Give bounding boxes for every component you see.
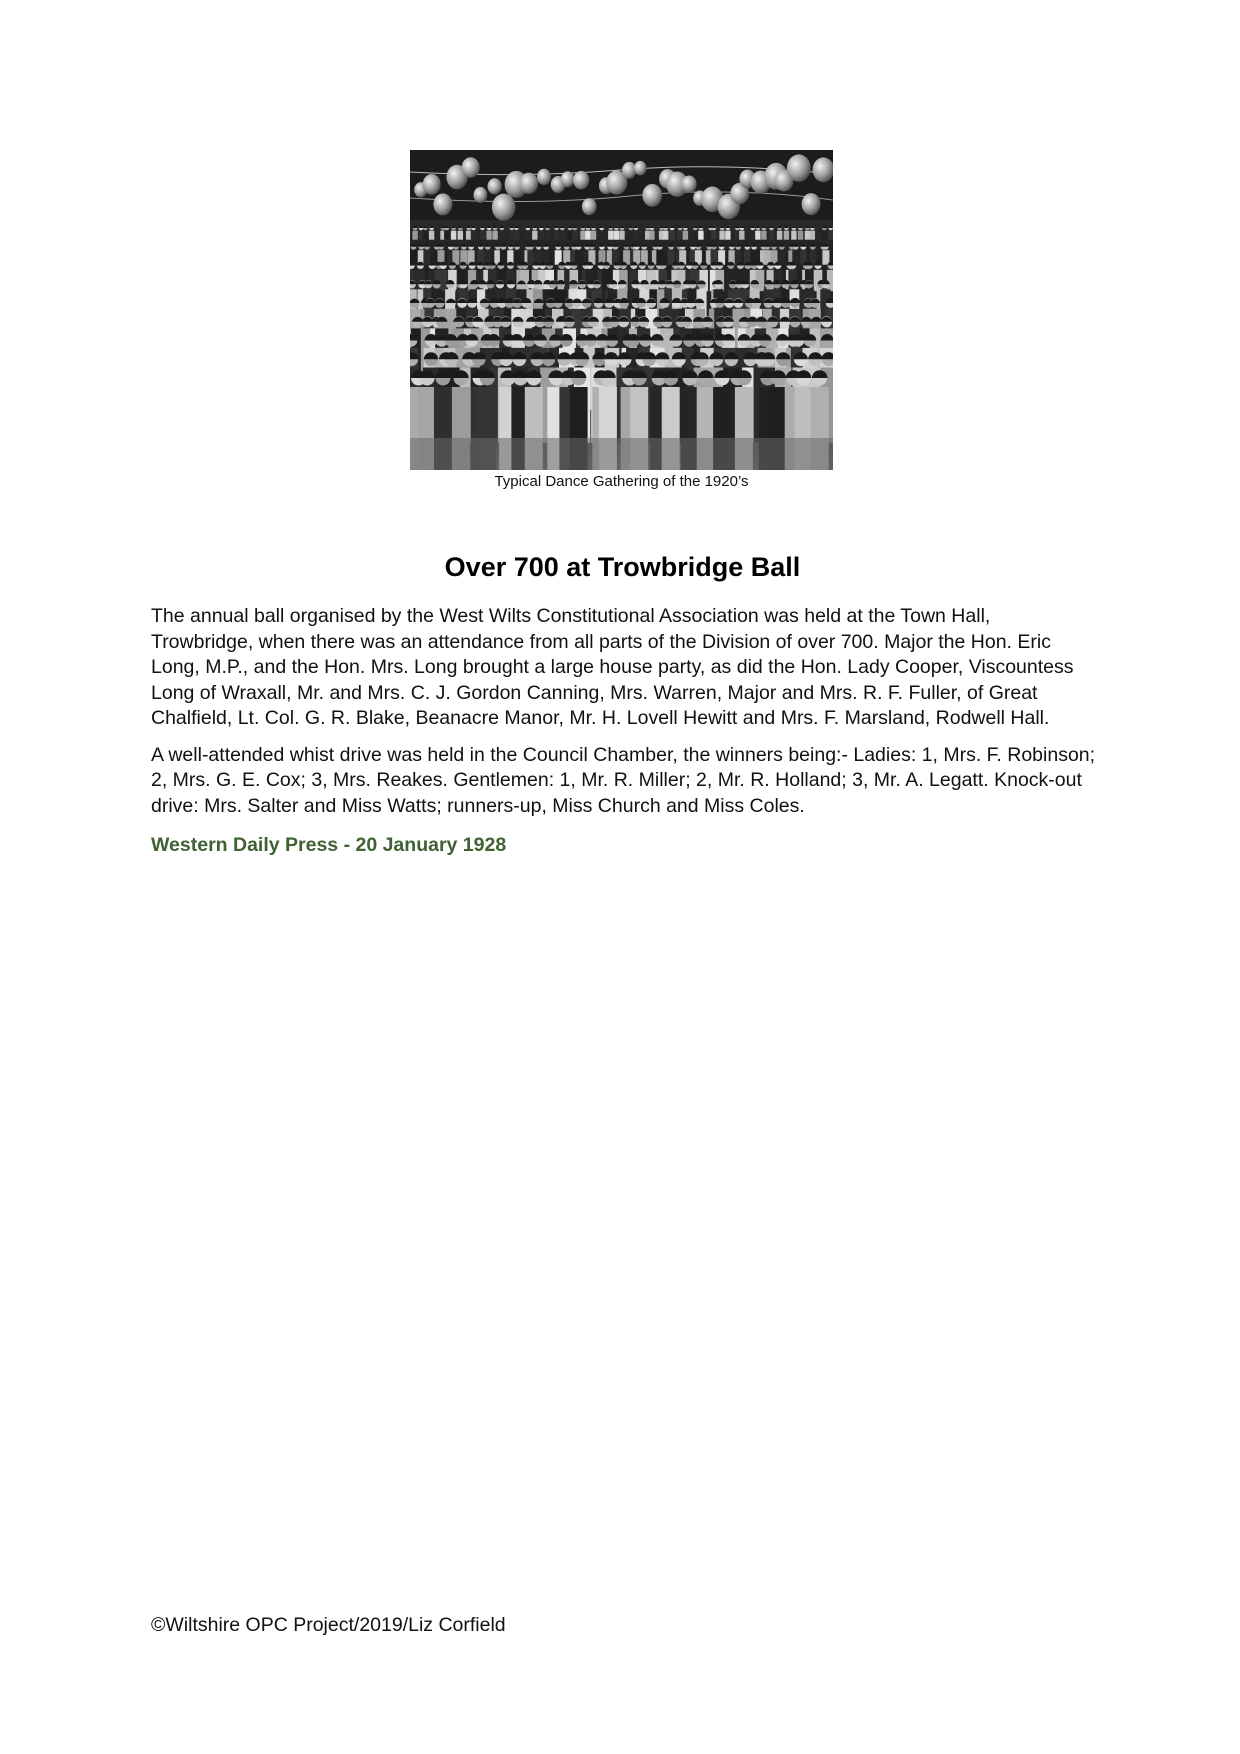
figure-body (539, 231, 544, 240)
article-title: Over 700 at Trowbridge Ball (444, 552, 801, 582)
balloon (520, 173, 539, 194)
figure-body (791, 231, 796, 240)
figure-body (756, 270, 765, 291)
figure-body (545, 231, 550, 240)
balloon (537, 169, 551, 185)
figure-body (769, 231, 774, 240)
figure-body (471, 231, 476, 240)
figure-body (739, 231, 744, 240)
figure-body (599, 231, 604, 240)
figure-body (725, 231, 730, 240)
figure-body (805, 231, 810, 240)
balloon (634, 161, 647, 175)
figure-body (755, 231, 760, 240)
balloon (433, 193, 452, 215)
balloon (423, 174, 441, 195)
figure-body (827, 270, 833, 291)
photo-caption: Typical Dance Gathering of the 1920’s (494, 473, 749, 490)
figure-body (439, 270, 448, 291)
balloon (787, 154, 811, 181)
figure-body (567, 231, 572, 240)
balloon (642, 184, 662, 207)
dance-gathering-photo (410, 150, 833, 470)
figure-body (509, 231, 514, 240)
figure-body (423, 231, 428, 240)
figure-body (677, 231, 682, 240)
figure-body (532, 231, 537, 240)
figure-body (669, 231, 674, 240)
article-paragraph: A well-attended whist drive was held in the Council Chamber, the winners being:- Ladies: 1, Mrs. F. Robinson; 2, Mrs. G. E. Cox; 3, Mrs. Reakes. Gentlemen: 1, Mr. R. Miller; 2, Mr. R. Holland; 3, Mr. A. Legatt. Knock-out drive: Mrs. Salter and Miss Watts; runners-up, Miss Church and Miss Coles. (151, 743, 1096, 817)
figure-body (458, 231, 463, 240)
figure-body (575, 250, 582, 265)
figure-body (719, 231, 724, 240)
article-paragraph: The annual ball organised by the West Wilts Constitutional Association was held at the Town Hall, Trowbridge, when there was an attendance from all parts of the Division of over 700. Major the Hon. Eric Long, M.P., and the Hon. Mrs. Long brought a large house party, as did the Hon. Lady Cooper, Viscountess Long of Wraxall, Mr. and Mrs. C. J. Gordon Canning, Mrs. Warren, Major and Mrs. R. F. Fuller, of Great Chalfield, Lt. Col. G. R. Blake, Beanacre Manor, Mr. H. Lovell Hewitt and Mrs. F. Marsland, Rodwell Hall. (151, 605, 1074, 729)
balloon (474, 187, 488, 203)
figure-body (572, 231, 577, 240)
figure-body (580, 231, 585, 240)
figure-body (591, 231, 596, 240)
figure-body (525, 231, 530, 240)
figure-body (560, 231, 565, 240)
figure-body (663, 231, 668, 240)
figure-body (451, 231, 456, 240)
photo-illustration (410, 150, 833, 470)
figure-body (822, 231, 827, 240)
figure-body (614, 231, 619, 240)
balloon (488, 178, 502, 194)
figure-body (466, 231, 471, 240)
figure-body (554, 231, 559, 240)
figure-body (633, 231, 638, 240)
figure-body (585, 231, 590, 240)
balloon (802, 193, 821, 215)
figure-body (444, 231, 449, 240)
figure-body (412, 231, 417, 240)
figure-body (711, 231, 716, 240)
copyright-footer: ©Wiltshire OPC Project/2019/Liz Corfield (151, 1614, 506, 1636)
figure-body (527, 250, 534, 265)
figure-body (429, 231, 434, 240)
figure-body (608, 231, 613, 240)
figure-body (628, 231, 633, 240)
figure-body (649, 231, 654, 240)
balloon (561, 171, 575, 187)
figure-body (492, 231, 497, 240)
figure-body (514, 231, 519, 240)
balloon (573, 171, 589, 190)
figure-body (822, 250, 829, 265)
figure-body (828, 231, 833, 240)
balloon (582, 198, 597, 215)
figure-body (499, 231, 504, 240)
figure-body (698, 231, 703, 240)
balloon (492, 194, 516, 221)
balloon (682, 176, 697, 193)
figure-body (777, 231, 782, 240)
figure-body (750, 231, 755, 240)
source-citation: Western Daily Press - 20 January 1928 (151, 834, 507, 856)
figure-body (693, 231, 698, 240)
article-body (151, 604, 1096, 859)
figure-body (683, 231, 688, 240)
figure-body (798, 231, 803, 240)
figure-body (784, 231, 789, 240)
figure-body (486, 231, 491, 240)
figure-body (761, 231, 766, 240)
figure-body (619, 231, 624, 240)
figure-body (480, 231, 485, 240)
figure-body (423, 250, 430, 265)
balloon (462, 157, 480, 178)
figure-body (810, 231, 815, 240)
